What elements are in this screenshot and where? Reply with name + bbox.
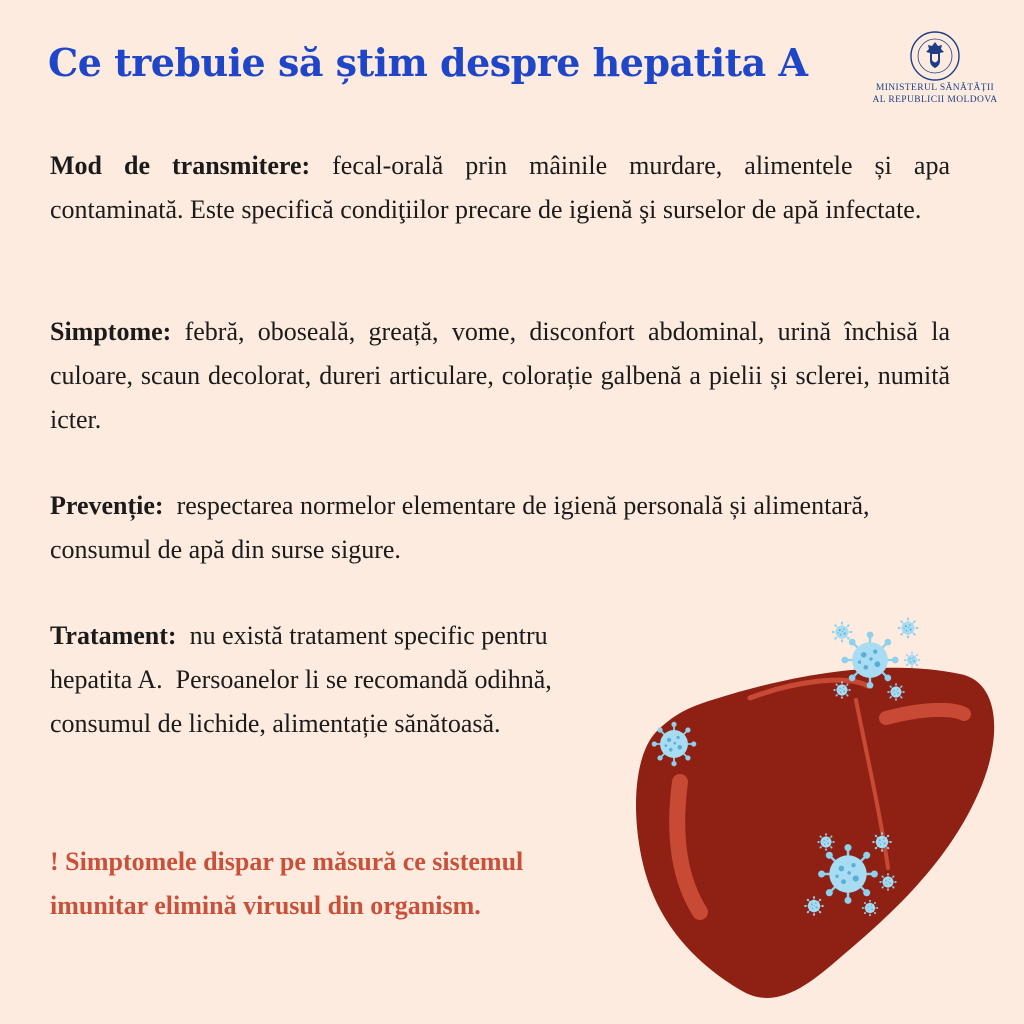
transmission-label: Mod de transmitere: (50, 151, 311, 180)
section-transmission (50, 144, 950, 232)
section-symptoms (50, 310, 950, 442)
symptoms-label: Simptome: (50, 317, 172, 346)
treatment-label: Tratament: (50, 621, 177, 650)
treatment-text: nu există tratament specific pentru hepatita A. Persoanelor li se recomandă odihnă, consumul de lichide, alimentație sănătoasă. (50, 621, 559, 738)
liver-illustration (630, 612, 1010, 1012)
warning-note: ! Simptomele dispar pe măsură ce sistemul imunitar elimină virusul din organism. (50, 847, 524, 920)
page-title: Ce trebuie să știm despre hepatita A (48, 40, 808, 85)
prevention-text: respectarea normelor elementare de igienă personală și alimentară, consumul de apă din surse sigure. (50, 491, 877, 564)
ministry-name-line2: AL REPUBLICII MOLDOVA (872, 95, 998, 105)
ministry-logo (862, 30, 1008, 106)
section-treatment (50, 614, 610, 746)
ministry-name-line1: MINISTERUL SĂNĂTĂȚII (875, 83, 995, 93)
transmission-text: fecal-orală prin mâinile murdare, alimentele și apa contaminată. Este specifică condiţiilor precare de igienă şi surselor de apă infectate. (50, 151, 950, 224)
ministry-emblem-icon (909, 30, 961, 82)
section-prevention (50, 484, 970, 572)
liver-icon (636, 668, 994, 998)
prevention-label: Prevenție: (50, 491, 164, 520)
symptoms-text: febră, oboseală, greață, vome, disconfort abdominal, urină închisă la culoare, scaun decolorat, dureri articulare, colorație galbenă a pielii și sclerei, numită icter. (50, 317, 950, 434)
